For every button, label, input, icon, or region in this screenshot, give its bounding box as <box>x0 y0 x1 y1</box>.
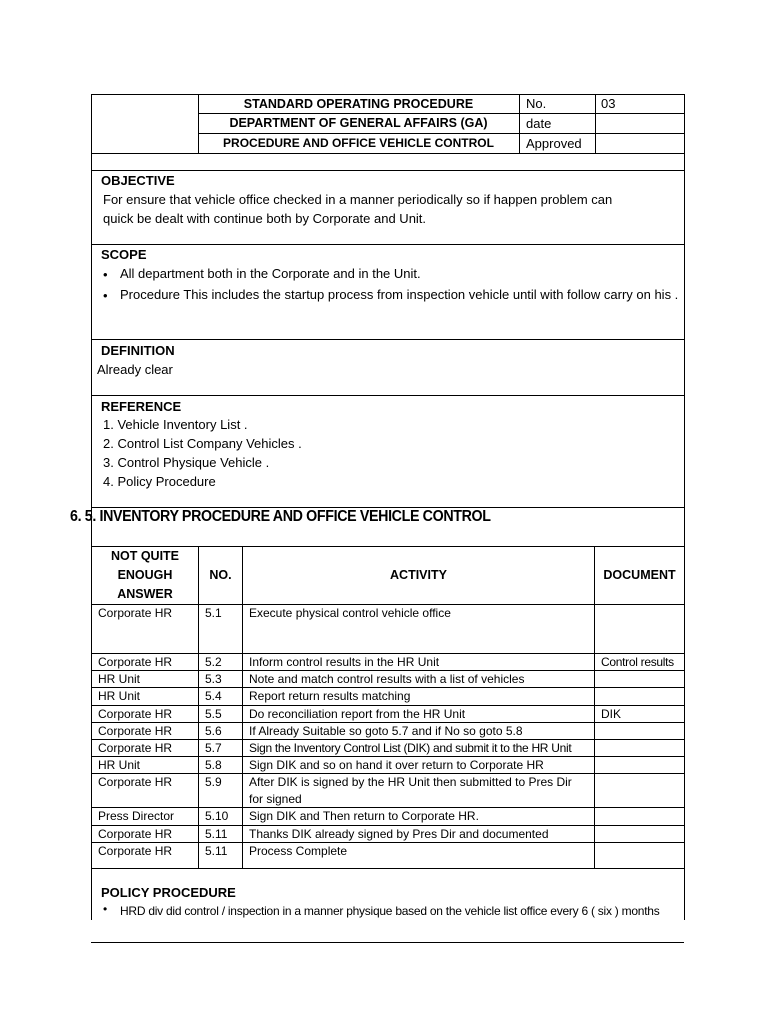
cell-no: 5.7 <box>199 740 243 757</box>
footer-rule <box>91 942 684 943</box>
reference-item: 2. Control List Company Vehicles . <box>103 436 302 451</box>
definition-title: DEFINITION <box>101 343 175 358</box>
sop-title: STANDARD OPERATING PROCEDURE <box>243 97 474 111</box>
cell-responsible: Press Director <box>92 808 199 825</box>
definition-text: Already clear <box>97 362 173 377</box>
border-line <box>91 170 684 171</box>
policy-title: POLICY PROCEDURE <box>101 885 236 900</box>
cell-document <box>595 722 685 739</box>
cell-activity: Sign DIK and Then return to Corporate HR. <box>243 808 595 825</box>
spacer-cell <box>92 868 685 885</box>
border-line <box>519 94 520 153</box>
reference-item: 3. Control Physique Vehicle . <box>103 455 270 470</box>
scope-title: SCOPE <box>101 247 147 262</box>
cell-responsible: Corporate HR <box>92 705 199 722</box>
column-header-activity: ACTIVITY <box>243 547 595 605</box>
procedure-table <box>91 546 685 885</box>
table-row <box>92 808 685 825</box>
cell-document: Control results <box>595 654 685 671</box>
table-row <box>92 654 685 671</box>
objective-line-2: quick be dealt with continue both by Corporate and Unit. <box>103 211 427 226</box>
cell-no: 5.2 <box>199 654 243 671</box>
cell-document: DIK <box>595 705 685 722</box>
cell-no: 5.4 <box>199 688 243 705</box>
cell-activity: Note and match control results with a list of vehicles <box>243 671 595 688</box>
approved-label: Approved <box>526 136 582 151</box>
column-header-document: DOCUMENT <box>595 547 685 605</box>
border-line <box>91 339 684 340</box>
border-line <box>198 113 684 114</box>
cell-responsible: Corporate HR <box>92 842 199 868</box>
cell-activity: Process Complete <box>243 842 595 868</box>
cell-responsible: Corporate HR <box>92 774 199 808</box>
cell-no: 5.8 <box>199 757 243 774</box>
cell-no: 5.9 <box>199 774 243 808</box>
cell-no: 5.1 <box>199 605 243 654</box>
table-row <box>92 671 685 688</box>
cell-responsible: Corporate HR <box>92 740 199 757</box>
cell-no: 5.5 <box>199 705 243 722</box>
column-header-responsible: NOT QUITE ENOUGH ANSWER <box>92 547 199 605</box>
objective-title: OBJECTIVE <box>101 173 175 188</box>
cell-document <box>595 825 685 842</box>
table-row <box>92 740 685 757</box>
reference-item: 4. Policy Procedure <box>103 474 216 489</box>
cell-no: 5.11 <box>199 842 243 868</box>
scope-item: Procedure This includes the startup process from inspection vehicle until with follow carry on his . <box>120 287 679 302</box>
border-line <box>595 94 596 153</box>
column-header-no: NO. <box>199 547 243 605</box>
cell-responsible: Corporate HR <box>92 605 199 654</box>
cell-document <box>595 740 685 757</box>
bullet-icon: • <box>103 288 108 303</box>
cell-no: 5.6 <box>199 722 243 739</box>
cell-responsible: HR Unit <box>92 671 199 688</box>
cell-no: 5.10 <box>199 808 243 825</box>
cell-document <box>595 808 685 825</box>
cell-responsible: Corporate HR <box>92 654 199 671</box>
cell-document <box>595 757 685 774</box>
border-line <box>91 94 92 546</box>
cell-document <box>595 774 685 808</box>
bullet-icon: • <box>103 267 108 282</box>
no-value: 03 <box>601 96 616 111</box>
cell-activity: After DIK is signed by the HR Unit then submitted to Pres Dir for signed <box>243 774 595 808</box>
border-line <box>684 880 685 920</box>
cell-activity: Do reconciliation report from the HR Unit <box>243 705 595 722</box>
section-heading: 6. 5. INVENTORY PROCEDURE AND OFFICE VEHICLE CONTROL <box>70 508 491 525</box>
cell-no: 5.3 <box>199 671 243 688</box>
objective-line-1: For ensure that vehicle office checked in a manner periodically so if happen problem can <box>103 192 613 207</box>
reference-item: 1. Vehicle Inventory List . <box>103 417 248 432</box>
border-line <box>91 880 92 920</box>
cell-activity: Sign the Inventory Control List (DIK) and submit it to the HR Unit <box>243 740 595 757</box>
table-row <box>92 825 685 842</box>
cell-activity: Thanks DIK already signed by Pres Dir and documented <box>243 825 595 842</box>
cell-activity: Report return results matching <box>243 688 595 705</box>
border-line <box>91 244 684 245</box>
table-row <box>92 842 685 868</box>
department-title: DEPARTMENT OF GENERAL AFFAIRS (GA) <box>229 116 488 130</box>
cell-document <box>595 671 685 688</box>
cell-responsible: HR Unit <box>92 757 199 774</box>
table-spacer-row <box>92 868 685 885</box>
table-row <box>92 722 685 739</box>
bullet-icon: • <box>103 902 108 916</box>
cell-activity: Sign DIK and so on hand it over return to Corporate HR <box>243 757 595 774</box>
border-line <box>91 395 684 396</box>
procedure-title: PROCEDURE AND OFFICE VEHICLE CONTROL <box>223 136 494 150</box>
cell-activity: Inform control results in the HR Unit <box>243 654 595 671</box>
policy-item: HRD div did control / inspection in a manner physique based on the vehicle list office every 6 ( six ) months <box>120 904 660 918</box>
cell-responsible: HR Unit <box>92 688 199 705</box>
table-row <box>92 688 685 705</box>
scope-item: All department both in the Corporate and in the Unit. <box>120 266 421 281</box>
cell-activity: Execute physical control vehicle office <box>243 605 595 654</box>
date-label: date <box>526 116 552 131</box>
cell-document <box>595 842 685 868</box>
table-row <box>92 757 685 774</box>
border-line <box>684 94 685 546</box>
cell-document <box>595 688 685 705</box>
table-row <box>92 705 685 722</box>
no-label: No. <box>526 96 547 111</box>
cell-no: 5.11 <box>199 825 243 842</box>
cell-responsible: Corporate HR <box>92 825 199 842</box>
table-header-row <box>92 547 685 605</box>
cell-responsible: Corporate HR <box>92 722 199 739</box>
border-line <box>91 153 684 154</box>
border-line <box>198 133 684 134</box>
reference-title: REFERENCE <box>101 399 182 414</box>
table-row <box>92 774 685 808</box>
table-row <box>92 605 685 654</box>
cell-document <box>595 605 685 654</box>
cell-activity: If Already Suitable so goto 5.7 and if No so goto 5.8 <box>243 722 595 739</box>
